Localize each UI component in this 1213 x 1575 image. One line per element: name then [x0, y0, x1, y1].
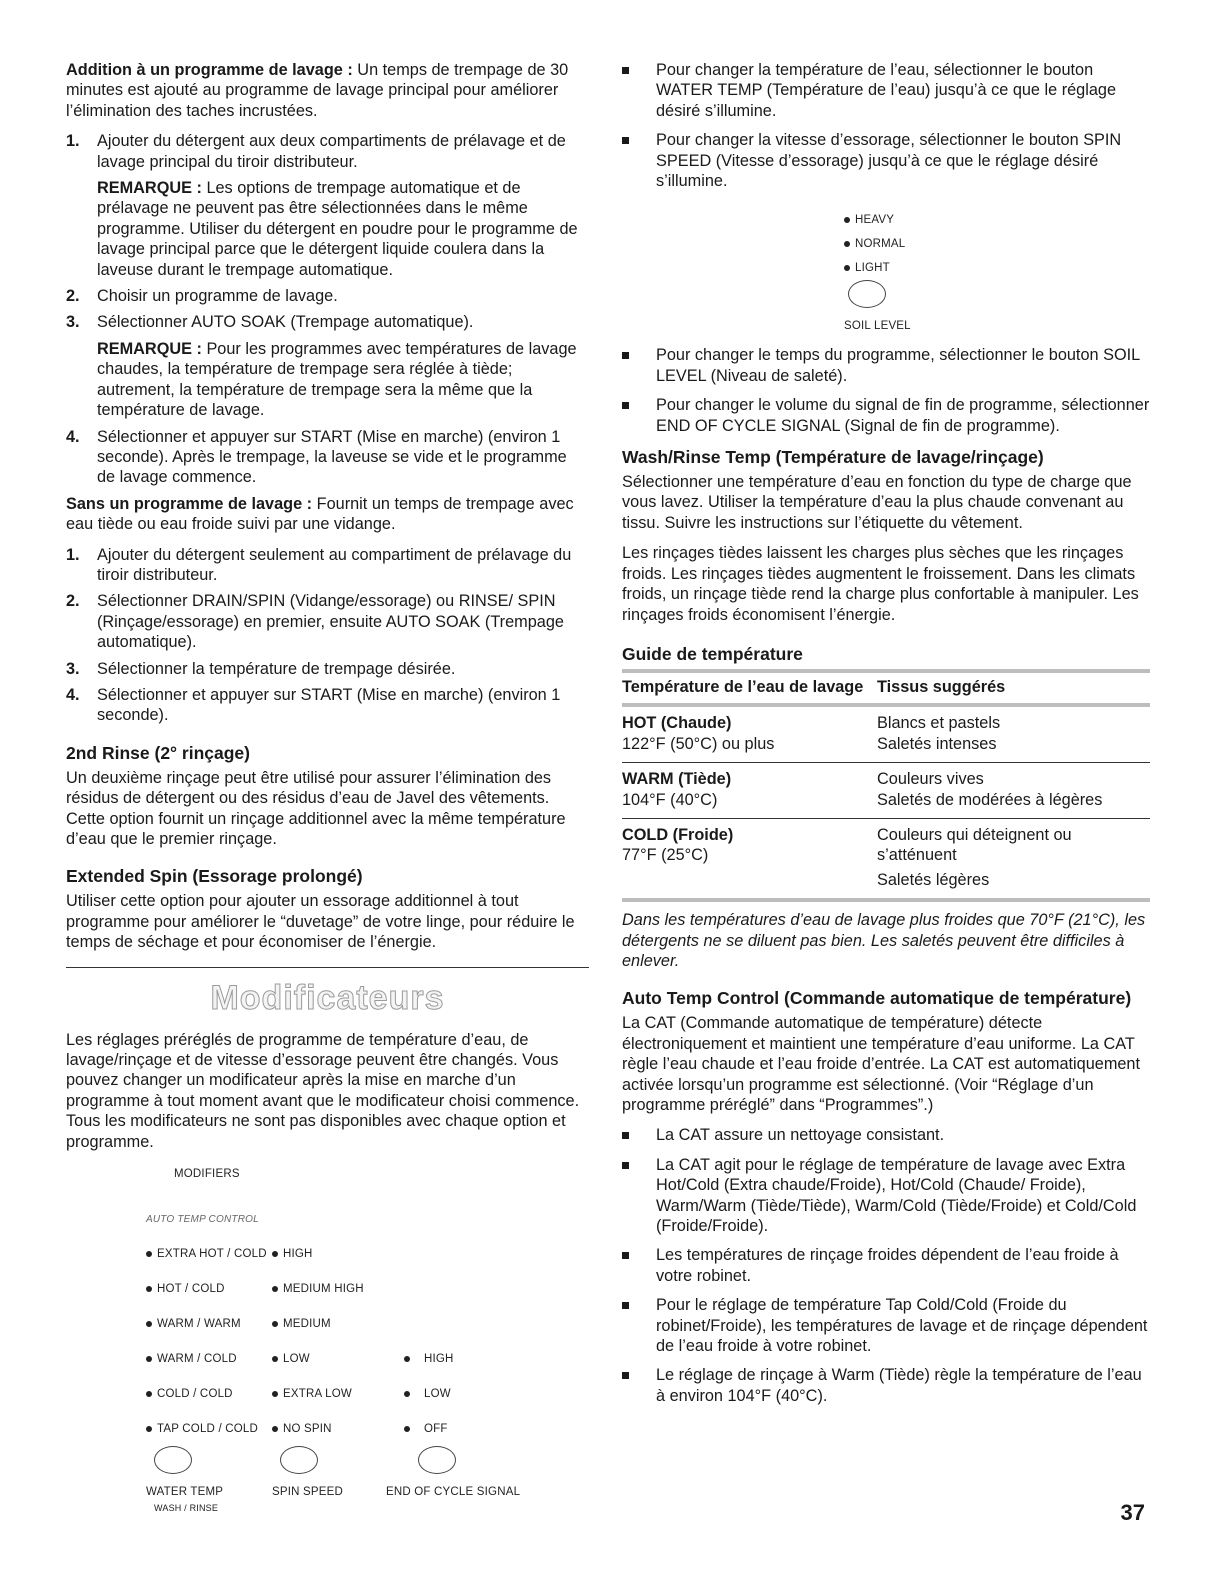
- spin-speed-option[interactable]: HIGH: [272, 1244, 313, 1264]
- list-item: 4. Sélectionner et appuyer sur START (Mise en marche) (environ 1 seconde).: [66, 685, 561, 725]
- left-column: [66, 60, 589, 1564]
- temperature-guide-table: [622, 669, 1150, 902]
- table-cell: Blancs et pastels Saletés intenses: [877, 714, 1001, 753]
- indicator-light-icon: [272, 1321, 278, 1327]
- steps-without-cycle: [66, 545, 589, 726]
- page-number: 37: [1120, 1500, 1145, 1525]
- water-temp-option[interactable]: WARM / COLD: [146, 1349, 237, 1369]
- indicator-light-icon: [146, 1391, 152, 1397]
- signal-option[interactable]: HIGH: [404, 1349, 454, 1369]
- right-column: [622, 60, 1150, 1415]
- spin-speed-option[interactable]: EXTRA LOW: [272, 1384, 352, 1404]
- wash-rinse-heading: Wash/Rinse Temp (Température de lavage/rinçage): [622, 447, 1044, 468]
- indicator-light-icon: [404, 1356, 410, 1362]
- soil-level-control: [622, 200, 1150, 345]
- spin-speed-option[interactable]: MEDIUM HIGH: [272, 1279, 364, 1299]
- signal-option[interactable]: OFF: [404, 1419, 448, 1439]
- spin-speed-label: SPIN SPEED: [272, 1486, 344, 1499]
- spin-speed-option[interactable]: LOW: [272, 1349, 310, 1369]
- table-cell: COLD (Froide) 77°F (25°C): [622, 818, 877, 900]
- column-header: Tissus suggérés: [877, 677, 1006, 696]
- wash-rinse-paragraph-2: Les rinçages tièdes laissent les charges plus sèches que les rinçages froids. Les rinçages tièdes augmentent le froissement. Dans les climats froids, un rinçage tiède rend la charge plus confortable à manipuler. Les rinçages froids économisent l’énergie.: [622, 544, 1139, 624]
- indicator-light-icon: [272, 1356, 278, 1362]
- modifiers-text: Les réglages préréglés de programme de température d’eau, de lavage/rinçage et de vitesse d’essorage peuvent être changés. Vous pouvez changer un modificateur après la mise en marche d’un programme à tout moment avant que le modificateur choisi commence. Tous les modificateurs ne sont pas disponibles avec chaque option et programme.: [66, 1030, 580, 1151]
- water-temp-option[interactable]: HOT / COLD: [146, 1279, 225, 1299]
- steps-with-cycle-cont: [66, 286, 589, 333]
- table-cell: Couleurs qui déteignent ou s’atténuent Saletés légères: [877, 818, 1150, 900]
- list-item: Les températures de rinçage froides dépendent de l’eau froide à votre robinet.: [622, 1245, 1150, 1286]
- spin-speed-option[interactable]: MEDIUM: [272, 1314, 331, 1334]
- extended-spin-text: Utiliser cette option pour ajouter un essorage additionnel à tout programme pour améliorer le “duvetage” de votre linge, pour réduire le temps de séchage et pour économiser de l’énergie.: [66, 892, 575, 952]
- table-row: [622, 763, 1150, 819]
- table-cell: WARM (Tiède) 104°F (40°C): [622, 763, 877, 819]
- end-of-cycle-signal-label: END OF CYCLE SIGNAL: [386, 1486, 521, 1499]
- indicator-light-icon: [404, 1426, 410, 1432]
- list-item: 3. Sélectionner AUTO SOAK (Trempage automatique).: [66, 313, 474, 332]
- table-row: [622, 818, 1150, 900]
- indicator-light-icon: [844, 217, 850, 223]
- list-item: Pour changer la température de l’eau, sélectionner le bouton WATER TEMP (Température de l’eau) jusqu’à ce que le réglage désiré s’illumine.: [622, 60, 1150, 121]
- note-soak-temperature: REMARQUE : Pour les programmes avec températures de lavage chaudes, la température de trempage sera réglée à tiède; autrement, la température de trempage sera la même que la température de lavage.: [97, 339, 577, 420]
- temperature-guide-note: Dans les températures d’eau de lavage plus froides que 70°F (21°C), les détergents ne se diluent pas bien. Les saletés peuvent être difficiles à enlever.: [622, 911, 1146, 970]
- list-item: La CAT assure un nettoyage consistant.: [622, 1125, 1150, 1145]
- table-cell: Couleurs vives Saletés de modérées à légères: [877, 763, 1150, 819]
- second-rinse-text: Un deuxième rinçage peut être utilisé pour assurer l’élimination des résidus de détergent ou des résidus d’eau de Javel des vêtements. Cette option fournit un rinçage additionnel avec la même température d’eau que le premier rinçage.: [66, 768, 566, 848]
- indicator-light-icon: [146, 1251, 152, 1257]
- soak-without-cycle-paragraph: Sans un programme de lavage : Fournit un temps de trempage avec eau tiède ou eau froide suivi par une vidange.: [66, 494, 574, 534]
- soil-level-knob[interactable]: [848, 280, 886, 308]
- wash-rinse-paragraph-1: Sélectionner une température d’eau en fonction du type de charge que vous lavez. Utiliser la température d’eau la plus chaude convenant au tissu. Suivre les instructions sur l’étiquette du vêtement.: [622, 473, 1132, 532]
- indicator-light-icon: [844, 265, 850, 271]
- auto-temp-label: AUTO TEMP CONTROL: [146, 1214, 259, 1226]
- table-header-row: [622, 671, 1150, 705]
- column-header: Température de l’eau de lavage: [622, 677, 864, 696]
- soil-option[interactable]: NORMAL: [844, 234, 905, 254]
- panel-title: MODIFIERS: [174, 1168, 240, 1181]
- temperature-guide-heading: Guide de température: [622, 643, 803, 664]
- signal-option[interactable]: LOW: [404, 1384, 451, 1404]
- auto-temp-heading: Auto Temp Control (Commande automatique de température): [622, 988, 1132, 1009]
- list-item: 1. Ajouter du détergent aux deux compartiments de prélavage et de lavage principal du tiroir distributeur.: [66, 132, 566, 171]
- water-temp-knob[interactable]: [154, 1446, 192, 1474]
- water-temp-option[interactable]: COLD / COLD: [146, 1384, 233, 1404]
- modifiers-control-panel: [66, 1164, 589, 1564]
- instructions-list-mid: [622, 345, 1150, 436]
- indicator-light-icon: [844, 241, 850, 247]
- section-divider: [66, 967, 589, 968]
- spin-speed-option[interactable]: NO SPIN: [272, 1419, 332, 1439]
- indicator-light-icon: [272, 1426, 278, 1432]
- indicator-light-icon: [146, 1426, 152, 1432]
- indicator-light-icon: [146, 1321, 152, 1327]
- list-item: 2. Choisir un programme de lavage.: [66, 287, 338, 306]
- list-item: 3. Sélectionner la température de trempage désirée.: [66, 659, 456, 678]
- list-item: Pour changer la vitesse d’essorage, sélectionner le bouton SPIN SPEED (Vitesse d’essorage) jusqu’à ce que le réglage désiré s’illumine.: [622, 130, 1150, 191]
- water-temp-option[interactable]: WARM / WARM: [146, 1314, 241, 1334]
- second-rinse-heading: 2nd Rinse (2° rinçage): [66, 742, 250, 763]
- steps-with-cycle: [66, 131, 589, 172]
- soil-option[interactable]: LIGHT: [844, 258, 890, 278]
- list-item: Le réglage de rinçage à Warm (Tiède) règle la température de l’eau à environ 104°F (40°C).: [622, 1365, 1150, 1406]
- indicator-light-icon: [272, 1286, 278, 1292]
- water-temp-label: WATER TEMP: [146, 1486, 224, 1499]
- table-row: [622, 705, 1150, 762]
- list-item: 1. Ajouter du détergent seulement au compartiment de prélavage du tiroir distributeur.: [66, 545, 572, 584]
- list-item: Pour le réglage de température Tap Cold/Cold (Froide du robinet/Froide), les températures de lavage et de rinçage dépendent de l’eau froide à votre robinet.: [622, 1295, 1150, 1356]
- auto-temp-text: La CAT (Commande automatique de température) détecte électroniquement et maintient une température d’eau uniforme. La CAT règle l’eau chaude et l’eau froide d’entrée. La CAT est automatiquement activée lorsqu’un programme est sélectionné. (Voir “Réglage d’un programme préréglé” dans “Programmes”.): [622, 1014, 1141, 1114]
- list-item: La CAT agit pour le réglage de température de lavage avec Extra Hot/Cold (Extra chaude/Froide), Hot/Cold (Chaude/ Froide), Warm/Warm (Tiède/Tiède), Warm/Cold (Tiède/Froide) et Cold/Cold (Froide/Froide).: [622, 1155, 1150, 1237]
- modifiers-title: Modificateurs: [210, 978, 445, 1017]
- soak-with-cycle-paragraph: Addition à un programme de lavage : Un temps de trempage de 30 minutes est ajouté au programme de lavage principal pour améliorer l’élimination des taches incrustées.: [66, 61, 569, 120]
- table-cell: HOT (Chaude) 122°F (50°C) ou plus: [622, 714, 775, 753]
- soil-level-label: SOIL LEVEL: [844, 320, 911, 333]
- indicator-light-icon: [146, 1286, 152, 1292]
- indicator-light-icon: [404, 1391, 410, 1397]
- spin-speed-knob[interactable]: [280, 1446, 318, 1474]
- list-item: 2. Sélectionner DRAIN/SPIN (Vidange/essorage) ou RINSE/ SPIN (Rinçage/essorage) en premier, ensuite AUTO SOAK (Trempage automatique).: [66, 592, 564, 652]
- indicator-light-icon: [146, 1356, 152, 1362]
- instructions-list-top: [622, 60, 1150, 191]
- extended-spin-heading: Extended Spin (Essorage prolongé): [66, 866, 363, 887]
- note-auto-soak-prewash: REMARQUE : Les options de trempage automatique et de prélavage ne peuvent pas être sélectionnées dans le même programme. Utiliser du détergent en poudre pour le programme de lavage principal parce que le détergent liquide coulera dans la laveuse durant le trempage automatique.: [97, 179, 578, 279]
- indicator-light-icon: [272, 1251, 278, 1257]
- list-item: Pour changer le temps du programme, sélectionner le bouton SOIL LEVEL (Niveau de saleté).: [622, 345, 1150, 386]
- end-of-cycle-signal-knob[interactable]: [418, 1446, 456, 1474]
- list-item: 4. Sélectionner et appuyer sur START (Mise en marche) (environ 1 seconde). Après le trempage, la laveuse se vide et le programme de lavage commence.: [66, 427, 567, 487]
- auto-temp-list: [622, 1125, 1150, 1406]
- steps-with-cycle-end: [66, 427, 589, 488]
- list-item: Pour changer le volume du signal de fin de programme, sélectionner END OF CYCLE SIGNAL (Signal de fin de programme).: [622, 395, 1150, 436]
- indicator-light-icon: [272, 1391, 278, 1397]
- water-temp-option[interactable]: EXTRA HOT / COLD: [146, 1244, 267, 1264]
- wash-rinse-label: WASH / RINSE: [154, 1503, 219, 1514]
- soil-option[interactable]: HEAVY: [844, 210, 894, 230]
- water-temp-option[interactable]: TAP COLD / COLD: [146, 1419, 258, 1439]
